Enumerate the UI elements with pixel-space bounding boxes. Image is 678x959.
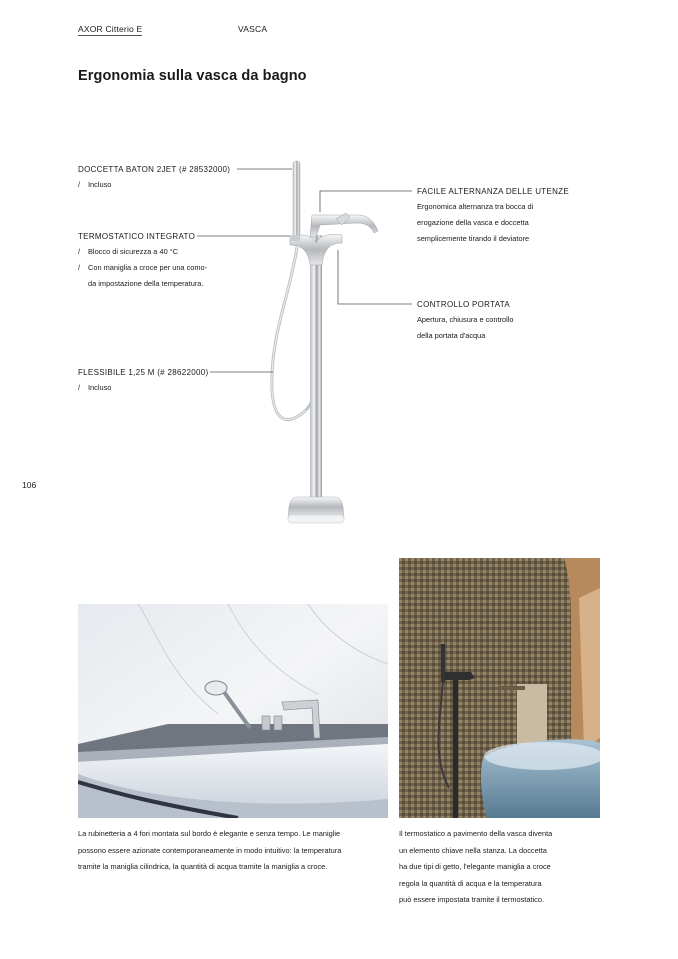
caption-left-line-3: tramite la maniglia cilindrica, la quantità di acqua tramite la maniglia a croce. [78,862,328,871]
callout-thermostat-item-2-cont: da impostazione della temperatura. [88,279,204,288]
bullet-marker: / [78,180,81,189]
callout-shower-item-text: Incluso [88,180,112,189]
caption-right-line-3: ha due tipi di getto, l'elegante maniglia a croce [399,862,551,871]
photo-rim-mounted-mixer [78,604,388,818]
caption-left [78,826,388,876]
callout-thermostat-label: TERMOSTATICO INTEGRATO [78,232,196,241]
callout-switch-label: FACILE ALTERNANZA DELLE UTENZE [417,187,570,196]
bullet-marker: / [78,383,81,392]
callout-shower-label: DOCCETTA BATON 2JET (# 28532000) [78,165,231,174]
callout-shower-item [78,177,111,193]
callout-flow-line-1: Apertura, chiusura e controllo [417,315,514,324]
callout-thermostat-item-2: Con maniglia a croce per una como- [88,263,208,272]
caption-right-line-5: può essere impostata tramite il termostatico. [399,895,544,904]
callout-switch-line-1: Ergonomica alternanza tra bocca di [417,202,534,211]
caption-right-line-2: un elemento chiave nella stanza. La doccetta [399,845,547,855]
callout-hose-label: FLESSIBILE 1,25 M (# 28622000) [78,368,209,377]
callout-hose-item [78,380,111,396]
callout-switch-line-3: semplicemente tirando il deviatore [417,234,530,243]
caption-left-line-2: possono essere azionate contemporaneamente in modo intuitivo: la temperatura [78,845,342,855]
caption-right-line-4: regola la quantità di acqua e la temperatura [399,878,542,888]
photo-freestanding-thermostat [399,558,600,818]
callout-switch-line-2: erogazione della vasca e doccetta [417,218,529,227]
callout-hose-item-text: Incluso [88,383,112,392]
page-title: Ergonomia sulla vasca da bagno [78,68,307,84]
section-title: VASCA [238,24,268,34]
callout-flow-line-2: della portata d'acqua [417,331,486,340]
callout-flow-label: CONTROLLO PORTATA [417,300,510,309]
page-number: 106 [22,480,37,490]
brand-title: AXOR Citterio E [78,24,143,34]
callout-thermostat-item-1: Blocco di sicurezza a 40 °C [88,247,179,256]
caption-left-line-1: La rubinetteria a 4 fori montata sul bordo è elegante e senza tempo. Le maniglie [78,829,341,838]
bullet-marker: / [78,263,81,272]
callout-switch-text [417,199,533,247]
caption-right-line-1: Il termostatico a pavimento della vasca diventa [399,829,553,838]
bullet-marker: / [78,247,81,256]
callout-flow-text [417,312,514,344]
caption-right [399,826,609,909]
callout-thermostat-items [78,244,207,292]
